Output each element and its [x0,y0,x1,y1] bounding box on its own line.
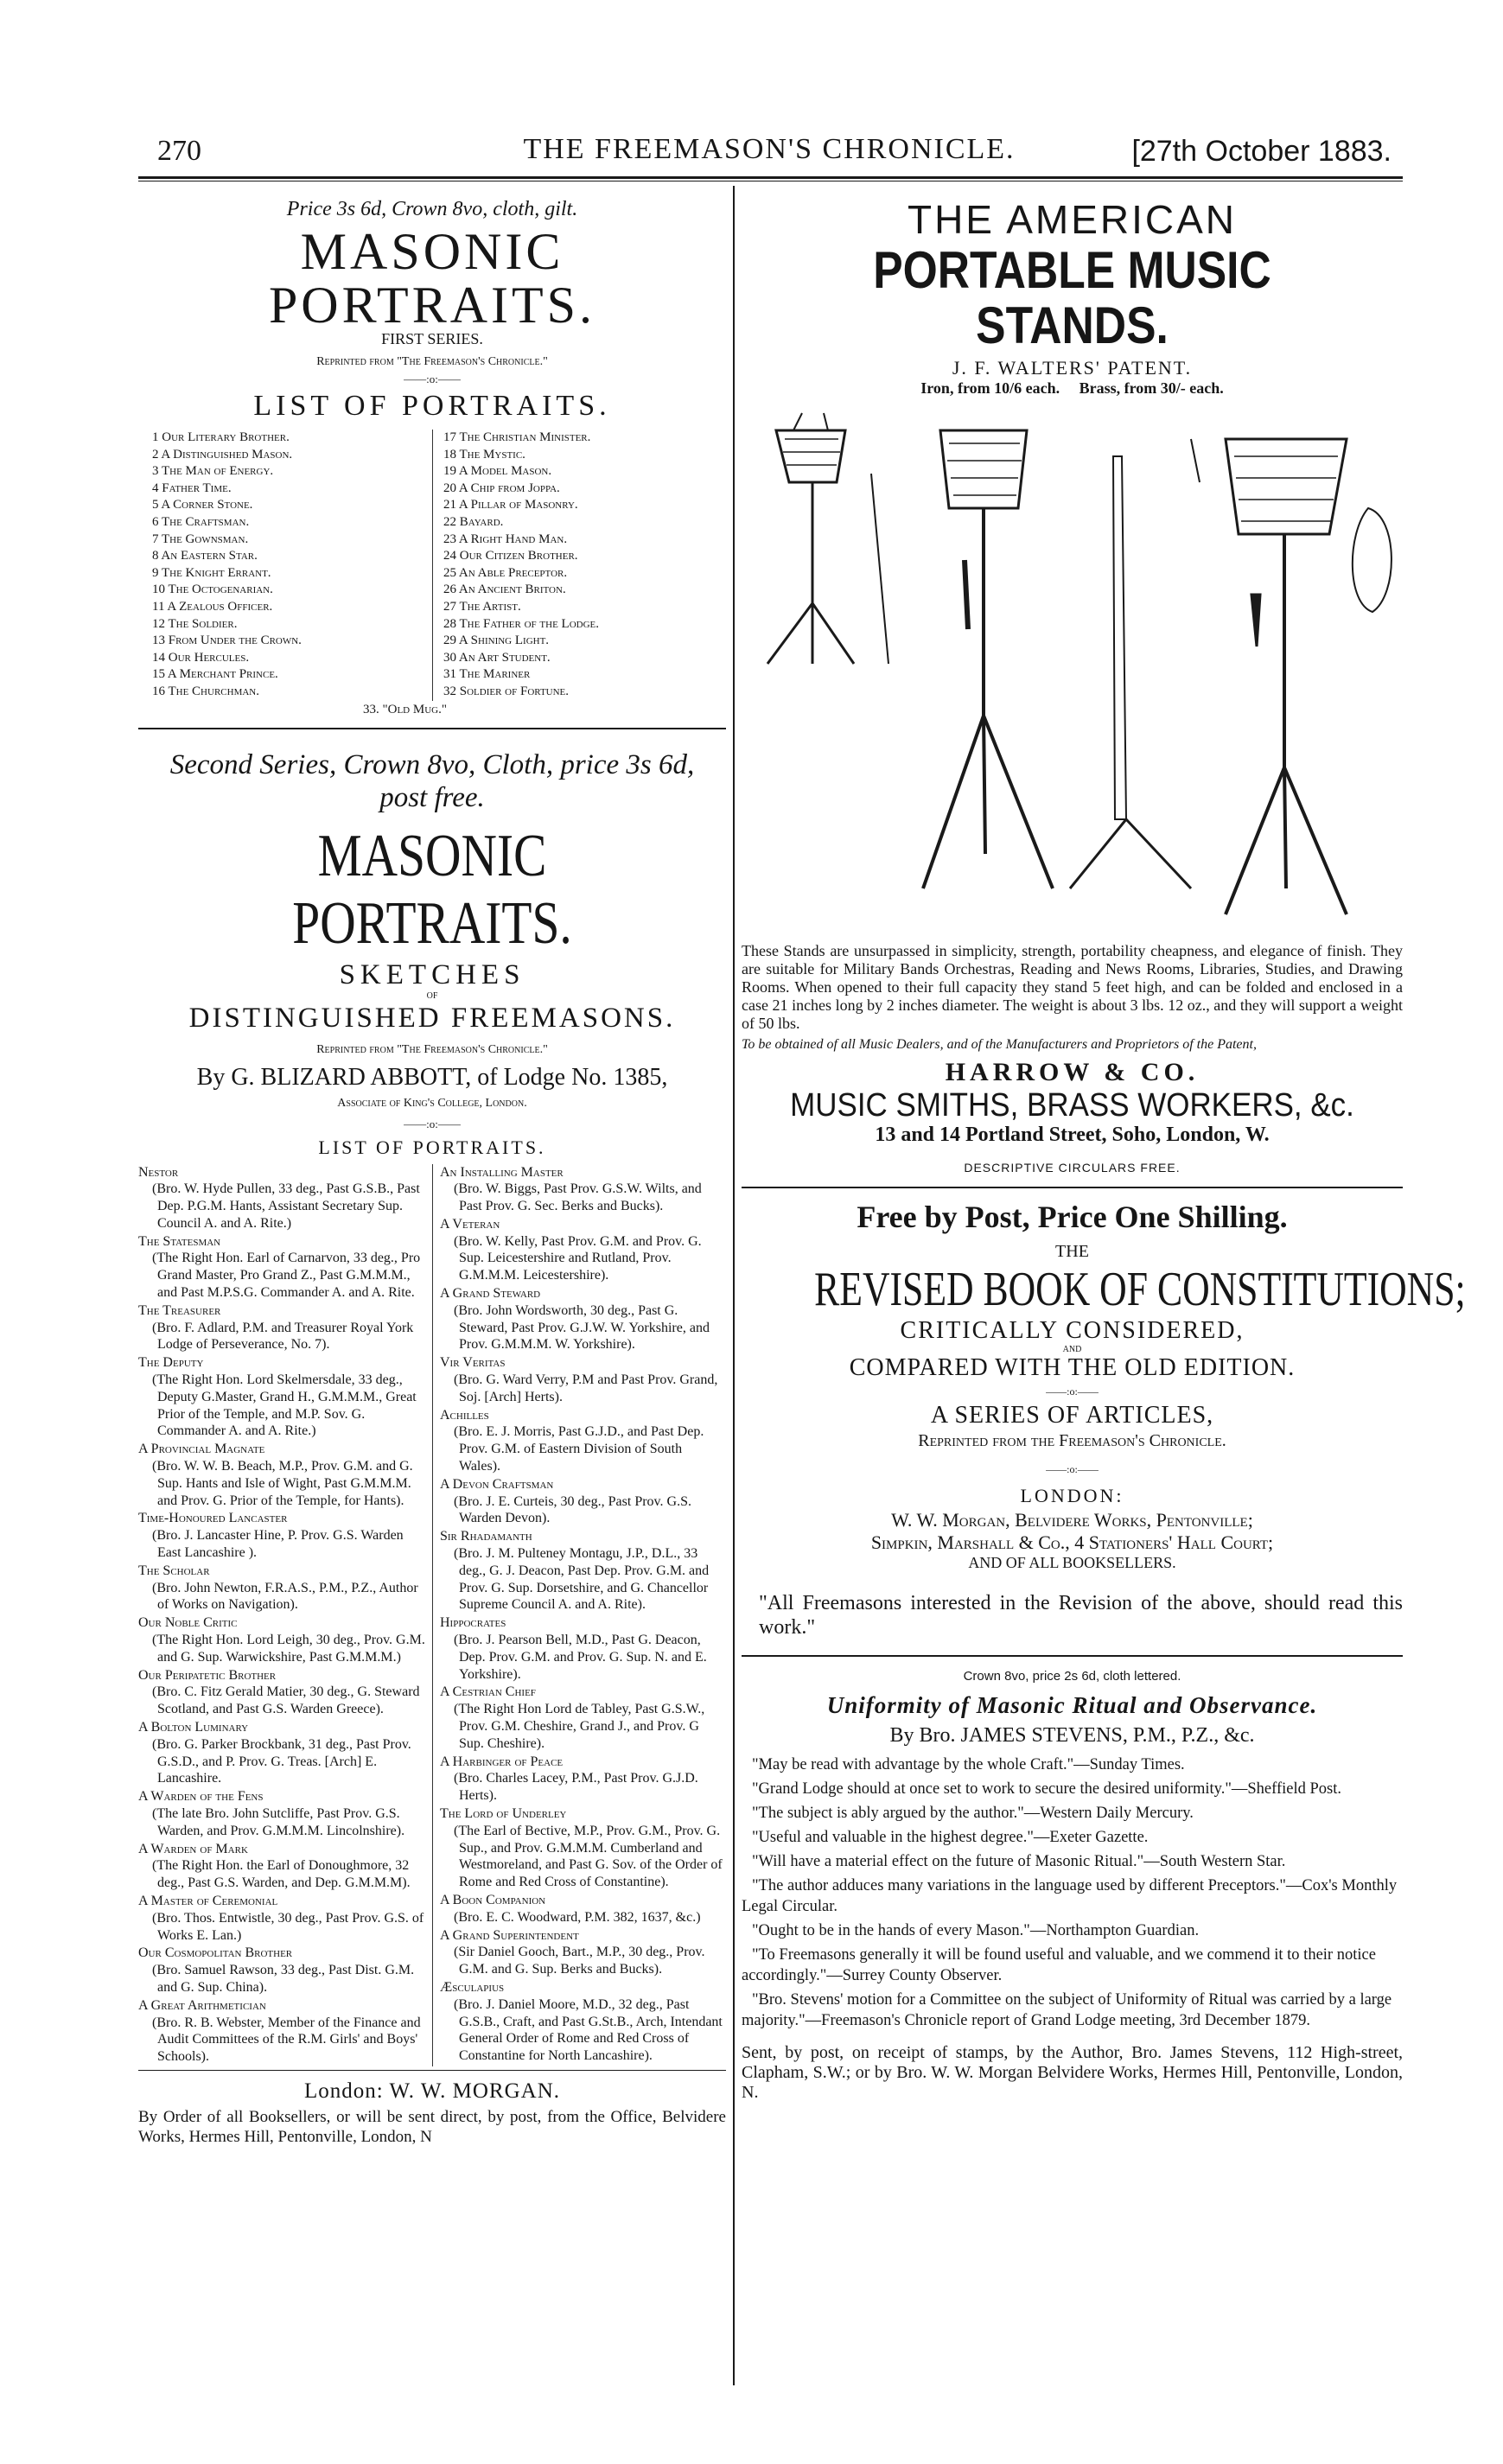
portrait-entry [440,1164,726,1215]
portrait-entry [138,1719,425,1787]
portrait-description: (The Right Hon Lord de Tabley, Past G.S.W., Prov. G.M. Cheshire, Grand J., and Prov. G Sup. Cheshire). [454,1702,705,1751]
portland-address: 13 and 14 Portland Street, Soho, London, W. [875,1124,1270,1146]
portrait-description: (Bro. G. Ward Verry, P.M and Past Prov. Grand, Soj. [Arch] Herts). [454,1372,718,1404]
portrait-name: Æsculapius [440,1979,505,1995]
portrait-list-item: 15 A Merchant Prince. [152,667,278,682]
portrait-list-item: 24 Our Citizen Brother. [443,549,578,563]
separator: ——:o:—— [404,372,461,385]
portrait-entry [440,1892,726,1926]
right-column-lower [742,942,1466,2103]
portrait-list-item: 25 An Able Preceptor. [443,565,568,580]
portrait-entry [138,1945,425,1996]
portrait-list-item: 27 The Artist. [443,599,521,614]
portrait-description: (Bro. J. Lancaster Hine, P. Prov. G.S. Warden East Lancashire ). [152,1528,404,1561]
review-quote: "May be read with advantage by the whole Craft."—Sunday Times. [752,1756,1185,1773]
portrait-name: The Treasurer [138,1302,221,1318]
portrait-name: Achilles [440,1407,489,1423]
portrait-description: (Bro. J. Daniel Moore, M.D., 32 deg., Past G.S.B., Craft, and Past G.St.B., Arch, Intendant General Order of Rome and Red Cross of Constantine for North Lancashire). [454,1996,723,2064]
portrait-description: (Bro. J. Pearson Bell, M.D., Past G. Deacon, Dep. Prov. G.M. and Prov. G. Sup. N. and E. Yorkshire). [454,1633,707,1682]
circulars-free: DESCRIPTIVE CIRCULARS FREE. [964,1161,1181,1175]
portrait-name: The Deputy [138,1355,204,1371]
portrait-name: A Grand Superintendent [440,1927,579,1943]
portrait-description: (Bro. C. Fitz Gerald Matier, 30 deg., G. Steward Scotland, and Past G.S. Warden Greece). [152,1684,420,1717]
portrait-entry [138,1997,425,2066]
portrait-entry [138,1841,425,1892]
first-series: FIRST SERIES. [381,330,483,347]
portrait-entry [138,1233,425,1302]
separator-2: ——:o:—— [404,1117,461,1130]
portrait-description: (Bro. Samuel Rawson, 33 deg., Past Dist. G.M. and G. Sup. China). [152,1963,415,1995]
portrait-entry [440,1216,726,1284]
portrait-list-item: 11 A Zealous Officer. [152,599,273,614]
portrait-entry [440,1614,726,1683]
column-divider [733,186,735,2385]
portraits-list-second-series [138,1164,726,2066]
portrait-name: An Installing Master [440,1164,564,1180]
harrow-and-co: HARROW & CO. [945,1058,1200,1086]
portrait-description: (The Right Hon. Lord Leigh, 30 deg., Prov. G.M. and G. Sup. Warwickshire, Past G.M.M.M.) [152,1633,425,1665]
portrait-name: Hippocrates [440,1615,506,1631]
portrait-description: (Bro. J. M. Pulteney Montagu, J.P., D.L., 33 deg., G. J. Deacon, Past Dep. Prov. G.M. and Prov. G. Sup. Dorsetshire, and G. Chancellor Supreme Council A. and A. Rite). [454,1546,710,1613]
portrait-list-item: 29 A Shining Light. [443,634,550,648]
sketches: SKETCHES [339,958,525,990]
obtain-line: To be obtained of all Music Dealers, and of the Manufacturers and Proprietors of the Patent, [742,1037,1257,1052]
portrait-entry [138,1893,425,1944]
portrait-list-item: 14 Our Hercules. [152,650,250,665]
portrait-name: A Master of Ceremonial [138,1893,278,1908]
second-series-line-2: post free. [379,781,485,813]
portrait-list-item: 20 A Chip from Joppa. [443,481,560,495]
portrait-description: (Bro. J. E. Curteis, 30 deg., Past Prov. G.S. Warden Devon). [454,1493,691,1526]
review-quote: "Will have a material effect on the future of Masonic Ritual."—South Western Star. [752,1853,1286,1870]
portraits-second-right [432,1164,726,2066]
review-quote: "Ought to be in the hands of every Mason."—Northampton Guardian. [752,1922,1200,1939]
portrait-list-item: 26 An Ancient Briton. [443,583,566,597]
portrait-description: (The Right Hon. Earl of Carnarvon, 33 deg., Pro Grand Master, Pro Grand Z., Past G.M.M.M., and Past M.P.S.G. Commander A. and A. Rite. [152,1251,421,1301]
portrait-description: (Bro. R. B. Webster, Member of the Finance and Audit Committees of the R.M. Girls' and Boys' Schools). [152,2015,421,2065]
portrait-description: (Bro. W. Kelly, Past Prov. G.M. and Prov. G. Sup. Leicestershire and Rutland, Prov. G.M.M.M. Leicestershire). [454,1233,702,1283]
portrait-name: A Veteran [440,1216,500,1232]
music-smiths: MUSIC SMITHS, BRASS WORKERS, &c. [790,1087,1354,1124]
portrait-list-item: 13 From Under the Crown. [152,634,302,648]
portrait-list-item: 19 A Model Mason. [443,464,552,479]
separator-3: ——:o:—— [1046,1385,1099,1398]
portrait-list-item: 2 A Distinguished Mason. [152,447,293,462]
masonic-portraits-title-2: MASONIC PORTRAITS. [292,822,572,957]
portrait-entry [440,1354,726,1405]
reprinted-from-chronicle: Reprinted from the Freemason's Chronicle. [918,1431,1226,1450]
revision-quote: "All Freemasons interested in the Revision of the above, should read this work." [759,1592,1403,1639]
the-word: THE [1055,1242,1089,1261]
london-label: LONDON: [1020,1485,1124,1506]
portrait-name: Time-Honoured Lancaster [138,1511,288,1526]
section-rule [138,728,726,729]
review-quote: "The subject is ably argued by the author."—Western Daily Mercury. [752,1805,1194,1822]
portrait-description: (The Right Hon. the Earl of Donoughmore, 32 deg., Past G.S. Warden, and Dep. G.M.M.M). [152,1858,411,1891]
portrait-entry [138,1354,425,1440]
order-line: By Order of all Booksellers, or will be sent direct, by post, from the Office, Belvidere Works, Hermes Hill, Pentonville, London, N [138,2107,726,2146]
portrait-list-item: 31 The Mariner [443,667,531,682]
portrait-list-item: 6 The Craftsman. [152,514,250,529]
portrait-list-item: 4 Father Time. [152,481,232,495]
portraits-second-left [138,1164,432,2066]
portrait-entry [138,1510,425,1561]
all-booksellers: AND OF ALL BOOKSELLERS. [968,1554,1176,1571]
portrait-list-item: 22 Bayard. [443,514,504,529]
portraits-list-first-series [138,430,726,701]
portrait-list-item: 5 A Corner Stone. [152,498,253,513]
portrait-name: Our Cosmopolitan Brother [138,1945,293,1961]
portable-music-stands: PORTABLE MUSIC STANDS. [873,241,1271,354]
masonic-portraits-title-1: MASONIC PORTRAITS. [268,223,596,334]
portrait-description: (Bro. E. C. Woodward, P.M. 382, 1637, &c.) [454,1909,701,1925]
portrait-name: Our Noble Critic [138,1615,238,1631]
portrait-list-item: 32 Soldier of Fortune. [443,684,570,698]
list-of-portraits-title-2: LIST OF PORTRAITS. [318,1136,546,1158]
left-column [138,186,726,2147]
portrait-description: (Bro. Thos. Entwistle, 30 deg., Past Prov. G.S. of Works E. Lan.) [152,1910,424,1943]
portrait-name: Our Peripatetic Brother [138,1667,277,1683]
portrait-name: A Harbinger of Peace [440,1754,564,1769]
free-by-post: Free by Post, Price One Shilling. [857,1200,1288,1234]
series-of-articles: A SERIES OF ARTICLES, [930,1402,1214,1429]
reprinted-note-2: Reprinted from "The Freemason's Chronicle." [316,1042,548,1056]
uniformity-title: Uniformity of Masonic Ritual and Observance. [826,1692,1318,1718]
portrait-name: A Great Arithmetician [138,1997,266,2013]
portrait-name: A Boon Companion [440,1892,546,1907]
section-rule-2 [138,2070,726,2071]
portrait-name: Vir Veritas [440,1355,506,1371]
of-word: OF [426,990,438,1001]
morgan-line: W. W. Morgan, Belvidere Works, Pentonville; [891,1509,1253,1531]
portrait-entry [440,1754,726,1805]
portrait-description: (The Right Hon. Lord Skelmersdale, 33 deg., Deputy G.Master, Grand H., G.M.M.M., Great Prior of the Temple, and M.P. Sov. G. Commander A. and A. Rite.) [152,1372,417,1439]
masthead-rule [138,176,1403,179]
walters-patent: J. F. WALTERS' PATENT. [952,357,1193,379]
portrait-name: Sir Rhadamanth [440,1529,532,1544]
portrait-entry [138,1667,425,1718]
portrait-description: (The Earl of Bective, M.P., Prov. G.M., Prov. G. Sup., and Prov. G.M.M.M. Cumberland and Westmoreland, and Past G. Sov. of the Order of Rome and Red Cross of Constantine). [454,1823,723,1890]
issue-date: [27th October 1883. [1131,135,1392,168]
portrait-name: A Devon Craftsman [440,1476,554,1492]
portrait-entry [440,1407,726,1475]
review-quote: "The author adduces many variations in the language used by different Preceptors."—Cox's Monthly Legal Circular. [742,1877,1398,1915]
crown-8vo-line: Crown 8vo, price 2s 6d, cloth lettered. [963,1669,1181,1684]
portrait-entry [138,1302,425,1353]
portrait-description: (Bro. John Newton, F.R.A.S., P.M., P.Z., Author of Works on Navigation). [152,1580,418,1613]
simpkin-line: Simpkin, Marshall & Co., 4 Stationers' Hall Court; [870,1531,1274,1553]
portrait-list-item: 18 The Mystic. [443,447,525,462]
portrait-list-item: 16 The Churchman. [152,684,259,698]
portrait-name: A Warden of the Fens [138,1789,264,1805]
portrait-entry [138,1614,425,1665]
reprinted-note-1: Reprinted from "The Freemason's Chronicle." [316,355,548,368]
review-quote: "Grand Lodge should at once set to work to secure the desired uniformity."—Sheffield Post. [752,1780,1341,1798]
portrait-entry [138,1441,425,1509]
portrait-list-item: 10 The Octogenarian. [152,583,273,597]
portrait-entry [440,1285,726,1353]
portrait-entry [440,1684,726,1752]
portrait-name: A Cestrian Chief [440,1684,536,1700]
review-quote: "Bro. Stevens' motion for a Committee on the subject of Uniformity of Ritual was carried by a large majority."—Freemason's Chronicle report of Grand Lodge meeting, 3rd December 1879. [742,1991,1392,2029]
review-quote: "Useful and valuable in the highest degree."—Exeter Gazette. [752,1829,1149,1846]
portraits-list-right [432,430,726,701]
portrait-entry [138,1164,425,1232]
critically-considered: CRITICALLY CONSIDERED, [900,1317,1245,1344]
review-quotes [742,1754,1403,2031]
portrait-list-item: 8 An Eastern Star. [152,549,258,563]
compared-with-old-edition: COMPARED WITH THE OLD EDITION. [849,1354,1296,1381]
portrait-description: (Sir Daniel Gooch, Bart., M.P., 30 deg., Prov. G.M. and G. Sup. Berks and Bucks). [454,1945,705,1977]
portrait-entry [440,1805,726,1891]
portraits-list-left [138,430,432,701]
associate-line: Associate of King's College, London. [337,1096,527,1110]
the-american: THE AMERICAN [907,197,1238,242]
stevens-byline: By Bro. JAMES STEVENS, P.M., P.Z., &c. [889,1724,1255,1747]
portrait-description: (Bro. E. J. Morris, Past G.J.D., and Past Dep. Prov. G.M. of Eastern Division of South Wales). [454,1424,704,1474]
masthead [147,126,1392,169]
right-rule-2 [742,1655,1403,1657]
and-word: AND [1062,1345,1082,1354]
portrait-list-item: 12 The Soldier. [152,616,238,631]
portrait-list-item: 3 The Man of Energy. [152,464,274,479]
portrait-name: The Statesman [138,1233,221,1249]
portrait-entry [440,1979,726,2065]
author-line: By G. BLIZARD ABBOTT, of Lodge No. 1385, [196,1063,668,1091]
portrait-list-item: 7 The Gownsman. [152,532,249,546]
portrait-name: A Grand Steward [440,1286,541,1302]
portrait-name: Nestor [138,1164,179,1180]
portrait-entry [440,1927,726,1978]
portrait-description: (Bro. John Wordsworth, 30 deg., Past G. Steward, Past Prov. G.J.W. W. Yorkshire, and Prov. G.M.M.M. W. Yorkshire). [454,1302,710,1353]
right-rule-1 [742,1187,1403,1188]
price-line: Price 3s 6d, Crown 8vo, cloth, gilt. [286,198,578,220]
portrait-description: (Bro. G. Parker Brockbank, 31 deg., Past Prov. G.S.D., and P. Prov. G. Treas. [Arch] E. Lancashire. [152,1736,411,1786]
newspaper-title: THE FREEMASON'S CHRONICLE. [523,133,1016,165]
portrait-description: (The late Bro. John Sutcliffe, Past Prov. G.S. Warden, and Prov. G.M.M.M. Lincolnshire). [152,1805,405,1838]
portrait-name: A Warden of Mark [138,1841,248,1856]
portrait-description: (Bro. W. Biggs, Past Prov. G.S.W. Wilts, and Past Prov. G. Sec. Berks and Bucks). [454,1181,702,1214]
stand-description: These Stands are unsurpassed in simplicity, strength, portability cheapness, and elegance of finish. They are suitable for Military Bands Orchestras, Reading and News Rooms, Libraries, Studies, and Drawing Rooms. When opened to their full capacity they stand 5 feet high, and can be folded and enclosed in a case 21 inches long by 2 inches diameter. The weight is about 3 lbs. 12 oz., and they will support a weight of 50 lbs. [742,942,1403,1032]
portrait-description: (Bro. F. Adlard, P.M. and Treasurer Royal York Lodge of Perseverance, No. 7). [152,1320,414,1353]
revised-book-of-constitutions: REVISED BOOK OF CONSTITUTIONS; [814,1263,1466,1316]
separator-4: ——:o:—— [1046,1463,1099,1475]
portrait-description: (Bro. W. W. B. Beach, M.P., Prov. G.M. and G. Sup. Hants and Isle of Wight, Past G.M.M.M. and Prov. G. Prior of the Temple, for Hants). [152,1459,413,1508]
review-quote: "To Freemasons generally it will be found useful and valuable, and we commend it to their notice accordingly."—Surrey County Observer. [742,1946,1376,1984]
distinguished-freemasons: DISTINGUISHED FREEMASONS. [188,1002,676,1034]
page-number: 270 [157,135,201,167]
portrait-entry [440,1476,726,1527]
portrait-list-item: 28 The Father of the Lodge. [443,616,599,631]
portrait-list-item: 1 Our Literary Brother. [152,430,290,444]
portrait-name: The Scholar [138,1563,210,1578]
portrait-description: (Bro. Charles Lacey, P.M., Past Prov. G.J.D. Herts). [454,1771,698,1804]
portrait-name: The Lord of Underley [440,1805,567,1821]
list-of-portraits-title-1: LIST OF PORTRAITS. [253,390,611,422]
portrait-entry [138,1788,425,1839]
stand-prices: Iron, from 10/6 each. Brass, from 30/- each. [920,379,1224,397]
portrait-name: A Bolton Luminary [138,1720,249,1735]
right-column [742,186,1403,398]
portrait-description: (Bro. W. Hyde Pullen, 33 deg., Past G.S.B., Past Dep. P.G.M. Hants, Assistant Secretary Sup. Council A. and A. Rite.) [152,1181,420,1231]
portrait-entry [138,1563,425,1614]
portrait-name: A Provincial Magnate [138,1442,265,1457]
second-series-line-1: Second Series, Crown 8vo, Cloth, price 3s 6d, [169,748,695,780]
music-stands-illustration [742,404,1403,940]
portrait-entry [440,1528,726,1614]
portrait-list-item: 9 The Knight Errant. [152,565,271,580]
portrait-list-item: 30 An Art Student. [443,650,551,665]
london-morgan: London: W. W. MORGAN. [303,2079,561,2103]
portrait-33: 33. "Old Mug." [363,702,447,716]
portrait-list-item: 17 The Christian Minister. [443,430,591,444]
sent-by-post: Sent, by post, on receipt of stamps, by the Author, Bro. James Stevens, 112 High-street, Clapham, S.W.; or by Bro. W. W. Morgan Belvidere Works, Hermes Hill, Pentonville, London, N. [742,2043,1403,2102]
portrait-list-item: 23 A Right Hand Man. [443,532,568,546]
portrait-list-item: 21 A Pillar of Masonry. [443,498,578,513]
